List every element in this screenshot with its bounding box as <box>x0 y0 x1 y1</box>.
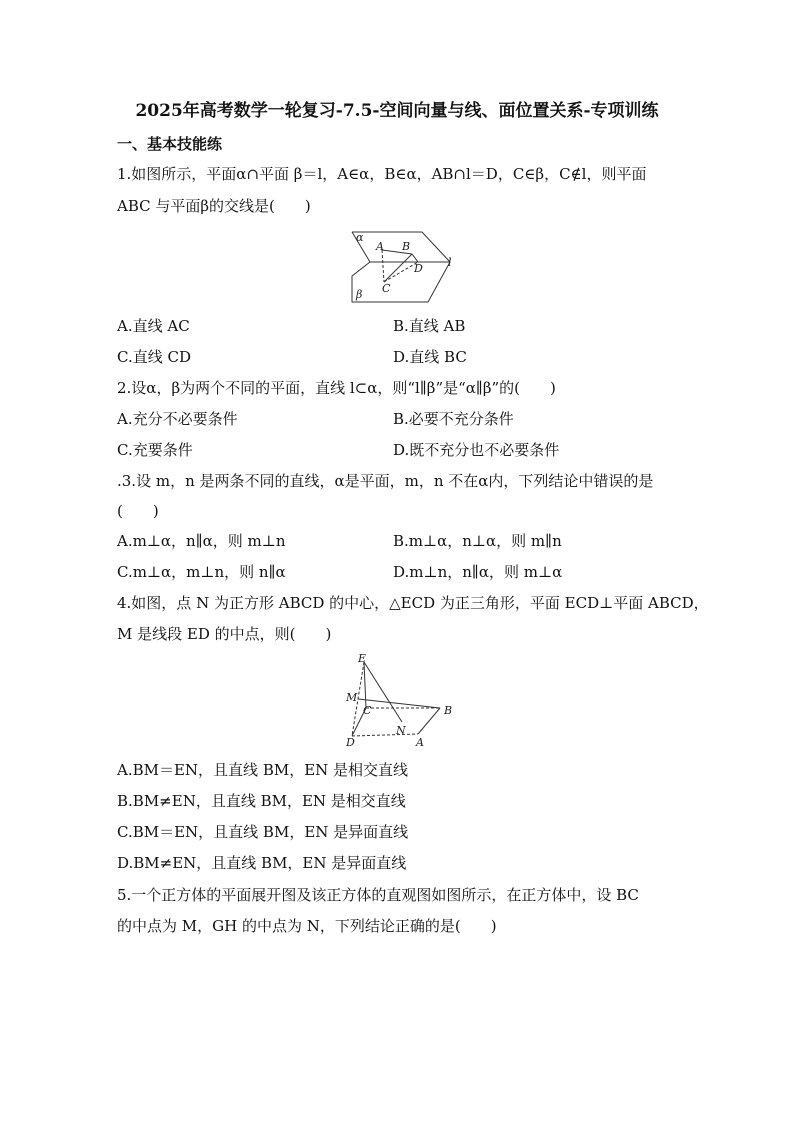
q3-option-d: D.m⊥n，n∥α，则 m⊥α <box>393 563 563 581</box>
label-b: B <box>444 704 453 717</box>
q3-stem-line1: .3.设 m，n 是两条不同的直线，α是平面，m，n 不在α内，下列结论中错误的是 <box>117 472 654 490</box>
beta-edge <box>352 262 450 302</box>
label-c: C <box>382 282 391 295</box>
planes-diagram <box>340 226 470 304</box>
q3-stem-line2: ( ) <box>117 502 159 520</box>
q4-option-c: C.BM＝EN，且直线 BM，EN 是异面直线 <box>117 823 409 841</box>
label-n: N <box>396 724 406 737</box>
label-c: C <box>363 704 372 717</box>
q3-option-b: B.m⊥α，n⊥α，则 m∥n <box>393 532 562 550</box>
q3-option-a: A.m⊥α，n∥α，则 m⊥n <box>117 532 286 550</box>
segment-ac <box>382 250 384 282</box>
edge-da <box>352 734 418 736</box>
q1-stem-line1: 1.如图所示，平面α∩平面 β＝l，A∈α，B∈α，AB∩l＝D，C∈β，C∉l，则平面 <box>117 165 647 183</box>
q4-option-a: A.BM＝EN，且直线 BM，EN 是相交直线 <box>117 761 409 779</box>
label-beta: β <box>356 288 363 301</box>
q2-option-a: A.充分不必要条件 <box>117 410 238 428</box>
q5-stem-line1: 5.一个正方体的平面展开图及该正方体的直观图如图所示，在正方体中，设 BC <box>117 886 639 904</box>
q1-option-a: A.直线 AC <box>117 317 190 335</box>
q4-stem-line2: M 是线段 ED 的中点，则( ) <box>117 625 332 643</box>
q4-option-d: D.BM≠EN，且直线 BM，EN 是异面直线 <box>117 854 407 872</box>
q2-option-d: D.既不充分也不必要条件 <box>393 441 560 459</box>
q4-option-b: B.BM≠EN，且直线 BM，EN 是相交直线 <box>117 792 406 810</box>
q1-option-d: D.直线 BC <box>393 348 467 366</box>
label-d: D <box>414 262 423 275</box>
label-a: A <box>416 736 424 749</box>
edge-ec <box>364 662 366 708</box>
q2-option-c: C.充要条件 <box>117 441 193 459</box>
label-alpha: α <box>356 231 364 244</box>
alpha-edge-top <box>352 232 450 262</box>
segment-bd <box>412 254 418 262</box>
pyramid-diagram <box>336 650 466 750</box>
q2-option-b: B.必要不充分条件 <box>393 410 514 428</box>
q1-option-c: C.直线 CD <box>117 348 191 366</box>
label-a: A <box>376 240 384 253</box>
label-l: l <box>448 256 452 269</box>
q5-stem-line2: 的中点为 M，GH 的中点为 N，下列结论正确的是( ) <box>117 917 497 935</box>
q1-stem-line2: ABC 与平面β的交线是( ) <box>117 197 311 215</box>
q4-stem-line1: 4.如图，点 N 为正方形 ABCD 的中心，△ECD 为正三角形，平面 ECD⊥平面 ABCD， <box>117 594 709 612</box>
label-b: B <box>402 240 411 253</box>
label-d: D <box>346 736 355 749</box>
q4-figure <box>336 650 466 750</box>
q1-figure <box>340 226 470 304</box>
q2-stem-line1: 2.设α，β为两个不同的平面，直线 l⊂α，则“l∥β”是“α∥β”的( ) <box>117 379 556 397</box>
q3-option-c: C.m⊥α，m⊥n，则 n∥α <box>117 563 286 581</box>
q1-option-b: B.直线 AB <box>393 317 466 335</box>
section-heading: 一、基本技能练 <box>117 135 223 153</box>
label-e: E <box>358 652 367 665</box>
label-m: M <box>346 691 358 704</box>
document-title: 2025年高考数学一轮复习-7.5-空间向量与线、面位置关系-专项训练 <box>135 101 659 121</box>
edge-ba <box>418 708 440 734</box>
